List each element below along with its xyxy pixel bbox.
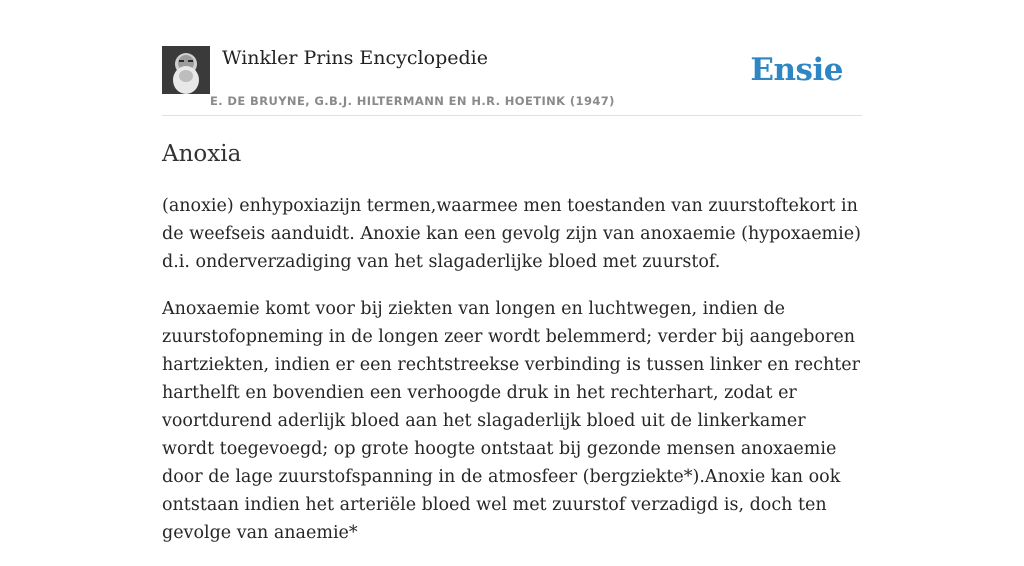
- ensie-logo-link[interactable]: Ensie: [750, 52, 843, 88]
- article-body: [162, 192, 862, 566]
- source-header: [162, 0, 862, 116]
- article-title: Anoxia: [162, 141, 242, 167]
- author-avatar-icon: [162, 46, 210, 94]
- page: [162, 0, 862, 543]
- avatar-portrait-graphic: [162, 46, 210, 94]
- authors-credit: E. DE BRUYNE, G.B.J. HILTERMANN EN H.R. HOETINK (1947): [210, 94, 615, 108]
- article-paragraph: Anoxaemie komt voor bij ziekten van longen en luchtwegen, indien de zuurstofopneming in de longen zeer wordt belemmerd; verder bij aangeboren hartziekten, indien er een rechtstreekse verbinding is tussen linker en rechter harthelft en bovendien een verhoogde druk in het rechterhart, zodat er voortdurend aderlijk bloed aan het slagaderlijk bloed uit de linkerkamer wordt toegevoegd; op grote hoogte ontstaat bij gezonde mensen anoxaemie door de lage zuurstofspanning in de atmosfeer (bergziekte*).Anoxie kan ook ontstaan indien het arteriële bloed wel met zuurstof verzadigd is, doch ten gevolge van anaemie*: [162, 299, 860, 543]
- article-paragraph: (anoxie) enhypoxiazijn termen,waarmee men toestanden van zuurstoftekort in de weefseis aanduidt. Anoxie kan een gevolg zijn van anoxaemie (hypoxaemie) d.i. onderverzadiging van het slagaderlijke bloed met zuurstof.: [162, 196, 861, 272]
- encyclopedia-title[interactable]: Winkler Prins Encyclopedie: [222, 47, 488, 69]
